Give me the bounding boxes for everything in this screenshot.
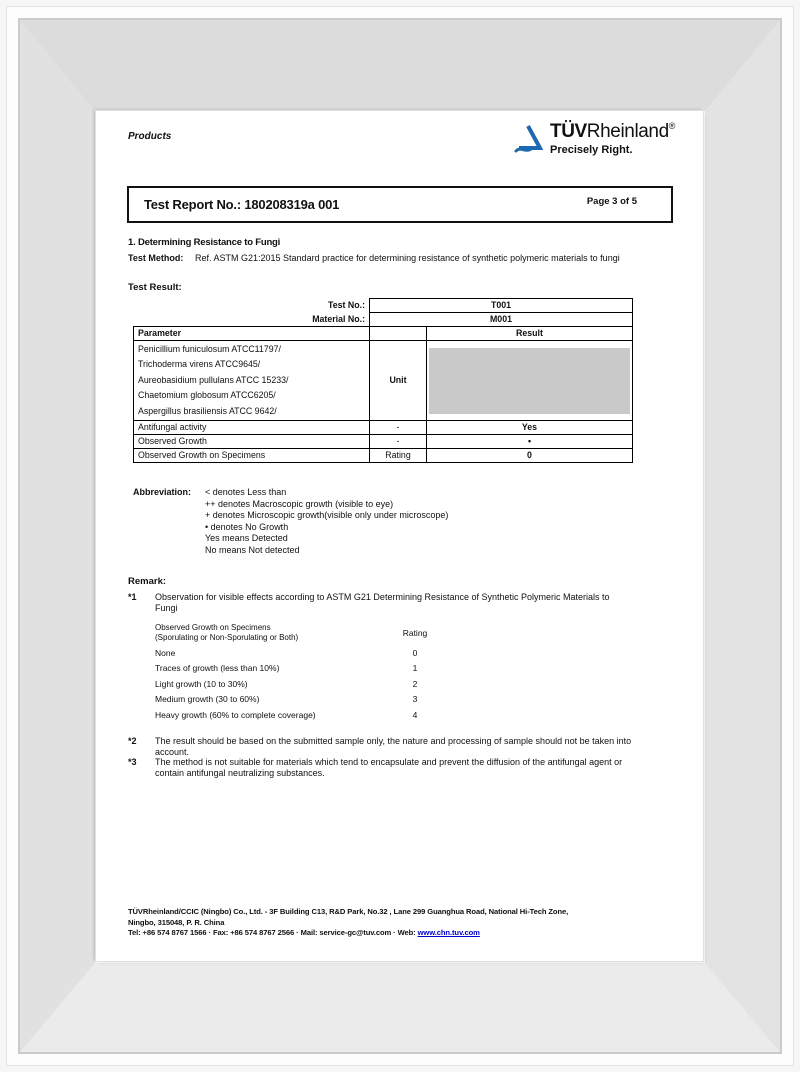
- remark-text: Observation for visible effects according to ASTM G21 Determining Resistance of Synthetic Polymeric Materials to Fungi: [155, 592, 610, 613]
- rating-row-label: Light growth (10 to 30%): [155, 678, 248, 689]
- section-heading: 1. Determining Resistance to Fungi: [128, 237, 281, 248]
- row-param: Observed Growth on Specimens: [134, 449, 370, 463]
- remark-item-1: [128, 592, 633, 613]
- unit-header-empty: [370, 327, 427, 341]
- organisms-row: [134, 341, 633, 421]
- material-no-row: [134, 313, 633, 327]
- brand-block: [513, 121, 675, 156]
- brand-tagline: Precisely Right.: [549, 144, 633, 156]
- abbreviation-line: < denotes Less than: [205, 487, 287, 497]
- remark-marker: *1: [128, 592, 137, 602]
- table-header-row: [134, 327, 633, 341]
- footer-address-line2: Ningbo, 315048, P. R. China: [128, 917, 225, 927]
- test-no-row: [134, 299, 633, 313]
- remark-label: Remark:: [128, 576, 167, 587]
- rating-row-label: None: [155, 647, 176, 658]
- footer-contact-line: [128, 928, 678, 939]
- organism-4: Chaetomium globosum ATCC6205/: [138, 390, 276, 401]
- abbreviation-line: No means Not detected: [205, 544, 300, 555]
- abbreviation-block: [133, 487, 448, 556]
- rating-row-value: 3: [412, 694, 418, 705]
- material-no-label: Material No.:: [312, 313, 365, 324]
- brand-tuv: TÜV: [549, 121, 587, 142]
- row-param: Observed Growth: [134, 435, 370, 449]
- rating-row: [155, 692, 455, 708]
- material-no-value: M001: [370, 313, 633, 327]
- abbreviation-line: + denotes Microscopic growth(visible only under microscope): [205, 510, 449, 520]
- rating-row-value: 1: [412, 663, 418, 674]
- remark-text: The method is not suitable for materials which tend to encapsulate and prevent the diffusion of the antifungal agent or contain antifungal neutralizing substances.: [155, 757, 623, 778]
- rating-row-value: 0: [412, 647, 418, 658]
- rating-header-line1: Observed Growth on Specimens: [155, 623, 271, 632]
- row-result: 0: [427, 449, 633, 463]
- remark-marker: *3: [128, 757, 137, 767]
- remark-marker: *2: [128, 736, 137, 746]
- footer-address-line1: TÜVRheinland/CCIC (Ningbo) Co., Ltd. - 3F Building C13, R&D Park, No.32 , Lane 299 Guanghua Road, National Hi-Tech Zone,: [128, 907, 569, 916]
- organism-1: Penicillium funiculosum ATCC11797/: [138, 344, 281, 354]
- remark-item-3: [128, 757, 633, 778]
- brand-text: [550, 121, 675, 156]
- row-result: •: [427, 435, 633, 449]
- organism-5: Aspergillus brasiliensis ATCC 9642/: [138, 405, 277, 416]
- rating-row: [155, 707, 455, 723]
- rating-row-label: Heavy growth (60% to complete coverage): [155, 709, 316, 720]
- row-param: Antifungal activity: [134, 421, 370, 435]
- row-unit: -: [370, 435, 427, 449]
- rating-row: [155, 676, 455, 692]
- rating-row-value: 2: [412, 678, 418, 689]
- table-row: [134, 435, 633, 449]
- rating-row-value: 4: [412, 709, 418, 720]
- row-unit: Rating: [370, 449, 427, 463]
- organism-list: [134, 341, 370, 421]
- parameter-header: Parameter: [134, 327, 370, 341]
- tuv-triangle-logo-icon: [513, 123, 543, 155]
- abbreviation-line: Yes means Detected: [205, 533, 288, 543]
- rating-table: [155, 623, 455, 723]
- abbreviation-lines: [205, 487, 448, 556]
- rating-table-header: [155, 623, 455, 642]
- test-no-label: Test No.:: [328, 300, 365, 310]
- brand-rheinland: Rheinland: [586, 121, 669, 142]
- test-method-value: Ref. ASTM G21:2015 Standard practice for determining resistance of synthetic polymeric materials to fungi: [195, 253, 620, 263]
- footer-block: [128, 907, 678, 939]
- shaded-result-cell: [427, 341, 633, 421]
- rating-row: [155, 661, 455, 677]
- test-result-label: Test Result:: [128, 282, 182, 293]
- brand-name: [550, 121, 675, 143]
- report-number: Test Report No.: 180208319a 001: [144, 197, 340, 212]
- footer-contact-text: Tel: +86 574 8767 1566 · Fax: +86 574 8767 2566 · Mail: service-gc@tuv.com · Web:: [128, 928, 418, 937]
- remark-item-2: [128, 736, 633, 757]
- rating-header-label: [155, 623, 395, 642]
- test-report-page: [96, 111, 703, 961]
- products-label: Products: [128, 131, 172, 142]
- table-row: [134, 449, 633, 463]
- report-number-box: [127, 186, 673, 223]
- abbreviation-label: Abbreviation:: [133, 487, 192, 497]
- shaded-box: [429, 348, 630, 414]
- remark-text: The result should be based on the submitted sample only, the nature and processing of sample should not be taken into account.: [155, 736, 632, 757]
- abbreviation-line: ++ denotes Macroscopic growth (visible to eye): [205, 498, 394, 509]
- table-row: [134, 421, 633, 435]
- row-unit: -: [370, 421, 427, 435]
- rating-header: Rating: [402, 627, 428, 638]
- result-header: Result: [427, 327, 633, 341]
- result-table: [133, 298, 633, 463]
- organism-2: Trichoderma virens ATCC9645/: [138, 359, 261, 370]
- registered-mark-icon: ®: [668, 121, 675, 131]
- test-no-value: T001: [370, 299, 633, 313]
- rating-row-label: Traces of growth (less than 10%): [155, 663, 280, 674]
- rating-row-label: Medium growth (30 to 60%): [155, 694, 260, 705]
- row-result: Yes: [427, 421, 633, 435]
- abbreviation-line: • denotes No Growth: [205, 521, 289, 532]
- footer-web-link[interactable]: www.chn.tuv.com: [417, 928, 480, 937]
- page-indicator: Page 3 of 5: [586, 196, 637, 207]
- unit-cell: Unit: [370, 341, 427, 421]
- organism-3: Aureobasidium pullulans ATCC 15233/: [138, 374, 289, 385]
- test-method-label: Test Method:: [128, 253, 184, 263]
- result-table-wrap: [133, 298, 633, 463]
- rating-header-line2: (Sporulating or Non-Sporulating or Both): [155, 632, 299, 642]
- rating-row: [155, 645, 455, 661]
